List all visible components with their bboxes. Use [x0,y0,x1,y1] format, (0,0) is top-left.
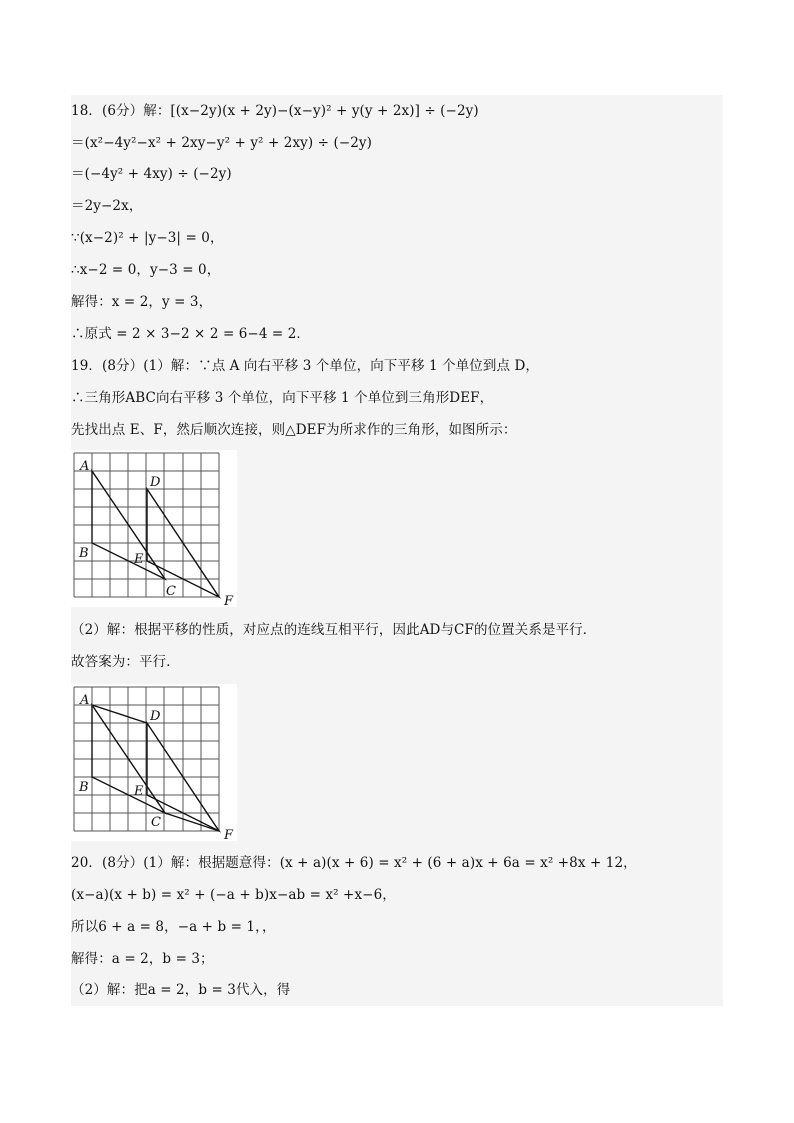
label-f: F [224,594,234,609]
label-c: C [151,815,161,830]
label-a: A [80,693,90,708]
text-line: （2）解：根据平移的性质，对应点的连线互相平行，因此AD与CF的位置关系是平行． [71,622,597,638]
text-line: ∴三角形ABC向右平移 3 个单位，向下平移 1 个单位到三角形DEF， [71,390,494,406]
text-line: ∵(x−2)² + |y−3| = 0， [71,230,224,246]
text-line: 解得：x = 2，y = 3， [71,294,213,310]
text-line: 所以6 + a = 8，−a + b = 1，， [71,919,276,935]
text-line: ＝(−4y² + 4xy) ÷ (−2y) [71,166,232,182]
text-line: ＝(x²−4y²−x² + 2xy−y² + y² + 2xy) ÷ (−2y) [71,135,373,151]
translation-diagram-2 [71,684,241,844]
text-line: 解得：a = 2，b = 3； [71,951,214,967]
text-line: （2）解：把a = 2，b = 3代入，得 [71,982,291,998]
label-a: A [80,459,90,474]
label-b: B [79,780,89,795]
text-line: ∴原式 = 2 × 3−2 × 2 = 6−4 = 2． [71,326,311,342]
text-line: ＝2y−2x， [71,198,143,214]
label-f: F [224,828,234,843]
label-d: D [150,709,161,724]
label-e: E [134,552,144,567]
translation-diagram-1 [71,450,241,610]
text-line: 20．(8分）(1）解：根据题意得：(x + a)(x + 6) = x² + (6 + a)x + 6a = x² +8x + 12， [71,855,637,871]
text-line: (x−a)(x + b) = x² + (−a + b)x−ab = x² +x−6， [71,887,396,903]
label-d: D [150,475,161,490]
text-line: ∴x−2 = 0，y−3 = 0， [71,262,221,278]
label-c: C [166,584,176,599]
figure-1 [71,450,241,610]
label-b: B [79,546,89,561]
text-line: 19．(8分）(1）解：∵点 A 向右平移 3 个单位，向下平移 1 个单位到点 D， [71,358,539,374]
text-line: 故答案为：平行． [71,654,180,670]
text-line: 18．(6分）解：[(x−2y)(x + 2y)−(x−y)² + y(y + 2x)] ÷ (−2y) [71,103,479,119]
label-e: E [134,784,144,799]
text-line: 先找出点 E、F，然后顺次连接，则△DEF为所求作的三角形，如图所示： [71,422,517,438]
figure-2 [71,684,241,844]
